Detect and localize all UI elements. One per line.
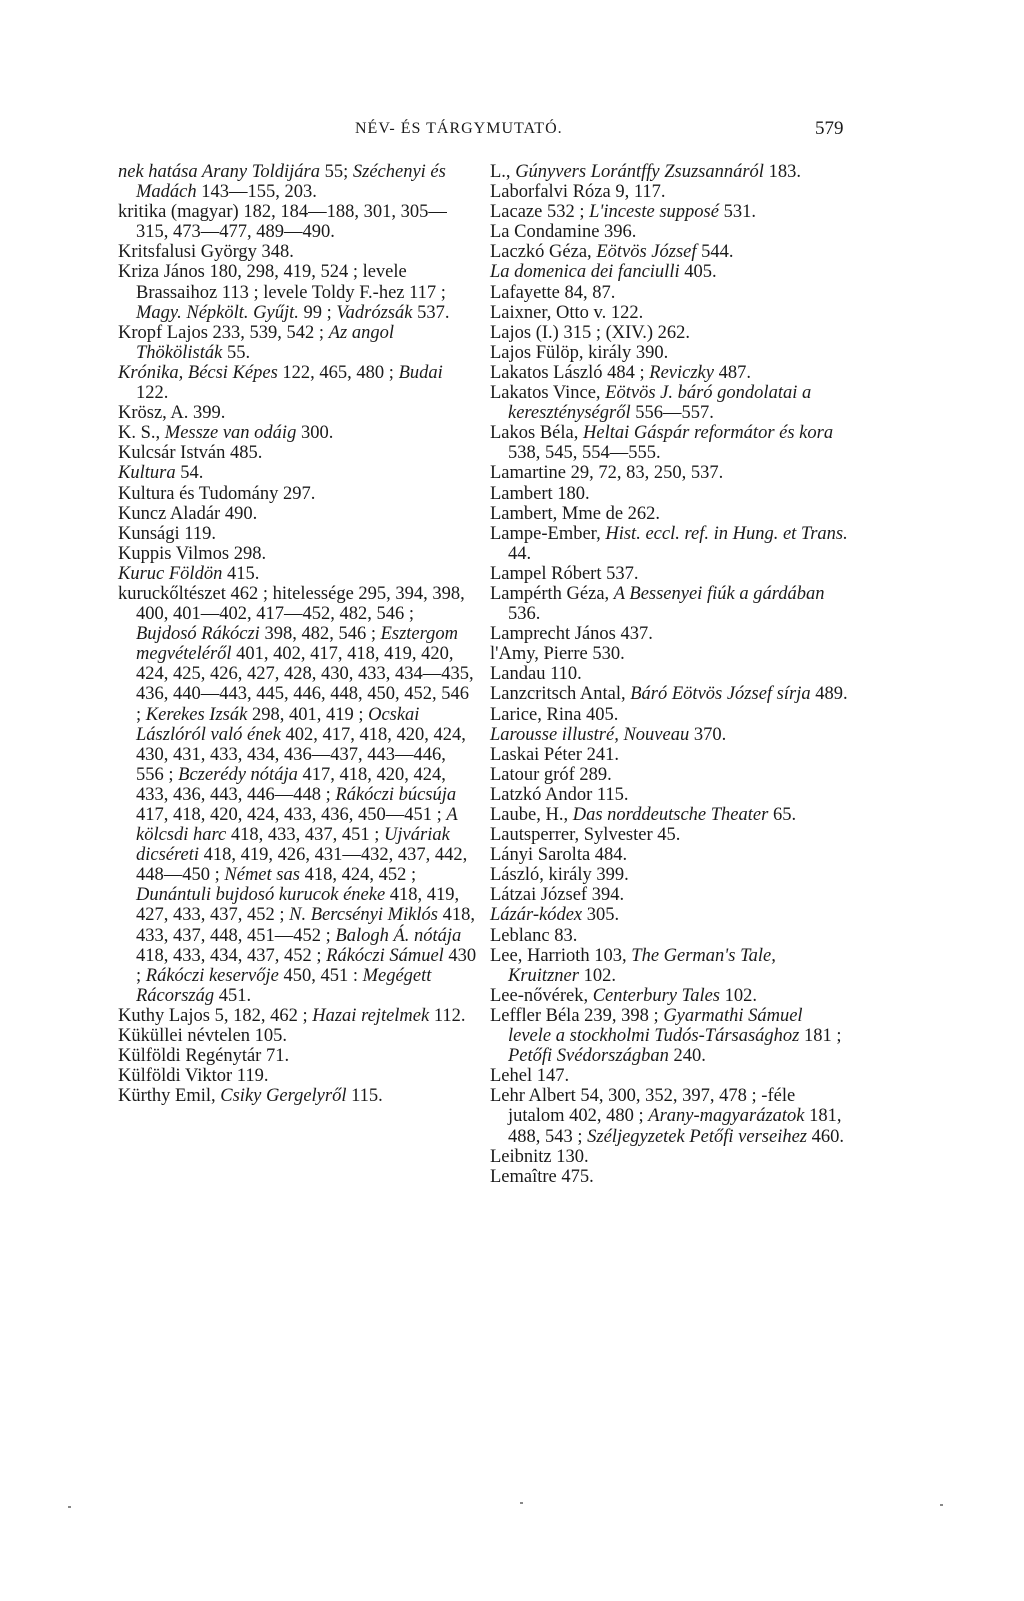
index-entry: Lakatos Vince, Eötvös J. báró gondolatai a kereszténységről 556—557. bbox=[490, 383, 812, 424]
index-entry: Laskai Péter 241. bbox=[490, 744, 619, 765]
index-entry: Krösz, A. 399. bbox=[118, 403, 226, 424]
index-entry: Lambert 180. bbox=[490, 483, 590, 504]
index-entry: Laube, H., Das norddeutsche Theater 65. bbox=[490, 805, 797, 825]
speck-mark bbox=[940, 1504, 943, 1506]
index-entry: Kultura 54. bbox=[118, 463, 204, 484]
index-entry: Laixner, Otto v. 122. bbox=[490, 302, 644, 323]
index-entry: Lehr Albert 54, 300, 352, 397, 478 ; -féle jutalom 402, 480 ; Arany-magyarázatok 181, 488, 543 ; Széljegyzetek Petőfi verseihez 460. bbox=[490, 1086, 844, 1147]
index-entry: K. S., Messze van odáig 300. bbox=[118, 423, 334, 444]
index-entry: Kultura és Tudomány 297. bbox=[118, 483, 316, 504]
index-entry: Lemaître 475. bbox=[490, 1166, 594, 1187]
index-entry: Lányi Sarolta 484. bbox=[490, 845, 628, 866]
index-entry: Lamprecht János 437. bbox=[490, 624, 653, 645]
speck-mark bbox=[520, 1502, 523, 1504]
index-entry: Lee-nővérek, Centerbury Tales 102. bbox=[490, 985, 757, 1006]
index-entry: Kuruc Földön 415. bbox=[118, 563, 260, 584]
index-entry: Kritsfalusi György 348. bbox=[118, 242, 294, 263]
index-entry: Larice, Rina 405. bbox=[490, 704, 619, 725]
index-entry: Lampérth Géza, A Bessenyei fiúk a gárdában 536. bbox=[490, 583, 825, 625]
index-entry: Lampe-Ember, Hist. eccl. ref. in Hung. et Trans. 44. bbox=[490, 523, 848, 564]
index-entry: Lampel Róbert 537. bbox=[490, 563, 639, 584]
index-entry: Laczkó Géza, Eötvös József 544. bbox=[490, 242, 734, 263]
page-footer-specks bbox=[0, 1500, 1024, 1510]
running-title: NÉV- ÉS TÁRGYMUTATÓ. bbox=[355, 120, 563, 137]
index-entry: Lafayette 84, 87. bbox=[490, 282, 616, 303]
index-entry: Látzai József 394. bbox=[490, 885, 625, 906]
index-column-right bbox=[490, 162, 850, 1187]
index-entry: Kunsági 119. bbox=[118, 523, 216, 544]
index-entry: Leibnitz 130. bbox=[490, 1146, 589, 1167]
index-entry: nek hatása Arany Toldijára 55; Széchenyi és Madách 143—155, 203. bbox=[118, 162, 446, 203]
index-entry: Küküllei névtelen 105. bbox=[118, 1026, 288, 1047]
index-entry: Kulcsár István 485. bbox=[118, 443, 263, 464]
index-entry: Larousse illustré, Nouveau 370. bbox=[490, 724, 727, 745]
index-entry: Lajos Fülöp, király 390. bbox=[490, 342, 669, 363]
index-entry: Lajos (I.) 315 ; (XIV.) 262. bbox=[490, 322, 691, 343]
index-entry: kritika (magyar) 182, 184—188, 301, 305—315, 473—477, 489—490. bbox=[118, 202, 447, 243]
index-entry: László, király 399. bbox=[490, 865, 629, 886]
index-entry: Lázár-kódex 305. bbox=[490, 905, 620, 926]
index-entry: Lambert, Mme de 262. bbox=[490, 503, 661, 524]
index-entry: Leblanc 83. bbox=[490, 925, 578, 946]
index-entry: Latzkó Andor 115. bbox=[490, 784, 629, 805]
index-entry: Lakos Béla, Heltai Gáspár reformátor és kora 538, 545, 554—555. bbox=[490, 423, 834, 464]
index-entry: Kriza János 180, 298, 419, 524 ; levele Brassaihoz 113 ; levele Toldy F.-hez 117 ; Magy. Népkölt. Gyűjt. 99 ; Vadrózsák 537. bbox=[118, 262, 450, 323]
index-entry: Landau 110. bbox=[490, 664, 582, 685]
index-entry: kuruckőltészet 462 ; hitelessége 295, 394, 398, 400, 401—402, 417—452, 482, 546 ; Bujdosó Rákóczi 398, 482, 546 ; Esztergom megvételéről 401, 402, 417, 418, 419, 420, 424, 425, 426, 427, 428, 430, 433, 434—435, 436, 440—443, 445, 446, 448, 450, 452, 546 ; Kerekes Izsák 298, 401, 419 ; Ocskai Lászlóról való ének 402, 417, 418, 420, 424, 430, 431, 433, 434, 436—437, 443—446, 556 ; Bczerédy nótája 417, 418, 420, 424, 433, 436, 443, 446—448 ; Rákóczi búcsúja 417, 418, 420, 424, 433, 436, 450—451 ; A kölcsdi harc 418, 433, 437, 451 ; Ujváriak dicséreti 418, 419, 426, 431—432, 437, 442, 448—450 ; Német sas 418, 424, 452 ; Dunántuli bujdosó kurucok éneke 418, 419, 427, 433, 437, 452 ; N. Bercsényi Miklós 418, 433, 437, 448, 451—452 ; Balogh Á. nótája 418, 433, 434, 437, 452 ; Rákóczi Sámuel 430 ; Rákóczi keservője 450, 451 : Megégett Rácország 451. bbox=[118, 583, 477, 1006]
speck-mark bbox=[68, 1506, 71, 1508]
index-entry: Lanzcritsch Antal, Báró Eötvös József sírja 489. bbox=[490, 684, 848, 705]
index-entry: Lamartine 29, 72, 83, 250, 537. bbox=[490, 463, 724, 484]
index-entry: Lee, Harrioth 103, The German's Tale, Kruitzner 102. bbox=[490, 945, 776, 986]
index-entry: Krónika, Bécsi Képes 122, 465, 480 ; Budai 122. bbox=[118, 362, 443, 404]
index-entry: Kuncz Aladár 490. bbox=[118, 503, 258, 524]
index-entry: La domenica dei fanciulli 405. bbox=[490, 262, 717, 283]
index-entry: Latour gróf 289. bbox=[490, 764, 612, 785]
index-entry: L., Gúnyvers Lorántffy Zsuzsannáról 183. bbox=[490, 162, 801, 182]
index-entry: Lakatos László 484 ; Reviczky 487. bbox=[490, 362, 751, 383]
index-entry: Kropf Lajos 233, 539, 542 ; Az angol Thökölisták 55. bbox=[118, 322, 394, 363]
page-number: 579 bbox=[815, 118, 844, 139]
index-entry: Leffler Béla 239, 398 ; Gyarmathi Sámuel levele a stockholmi Tudós-Társasághoz 181 ; Petőfi Svédországban 240. bbox=[490, 1005, 842, 1067]
index-entry: Kürthy Emil, Csiky Gergelyről 115. bbox=[118, 1086, 383, 1107]
index-entry: Külföldi Regénytár 71. bbox=[118, 1046, 290, 1067]
page-header bbox=[0, 120, 1024, 144]
index-entry: Lautsperrer, Sylvester 45. bbox=[490, 825, 681, 846]
index-entry: Laborfalvi Róza 9, 117. bbox=[490, 182, 666, 203]
index-entry: La Condamine 396. bbox=[490, 222, 637, 243]
index-entry: l'Amy, Pierre 530. bbox=[490, 644, 625, 665]
index-column-left bbox=[118, 162, 478, 1106]
index-entry: Lacaze 532 ; L'inceste supposé 531. bbox=[490, 202, 756, 223]
index-entry: Külföldi Viktor 119. bbox=[118, 1066, 269, 1087]
index-entry: Kuppis Vilmos 298. bbox=[118, 543, 267, 564]
index-entry: Lehel 147. bbox=[490, 1066, 570, 1087]
index-entry: Kuthy Lajos 5, 182, 462 ; Hazai rejtelmek 112. bbox=[118, 1005, 466, 1026]
